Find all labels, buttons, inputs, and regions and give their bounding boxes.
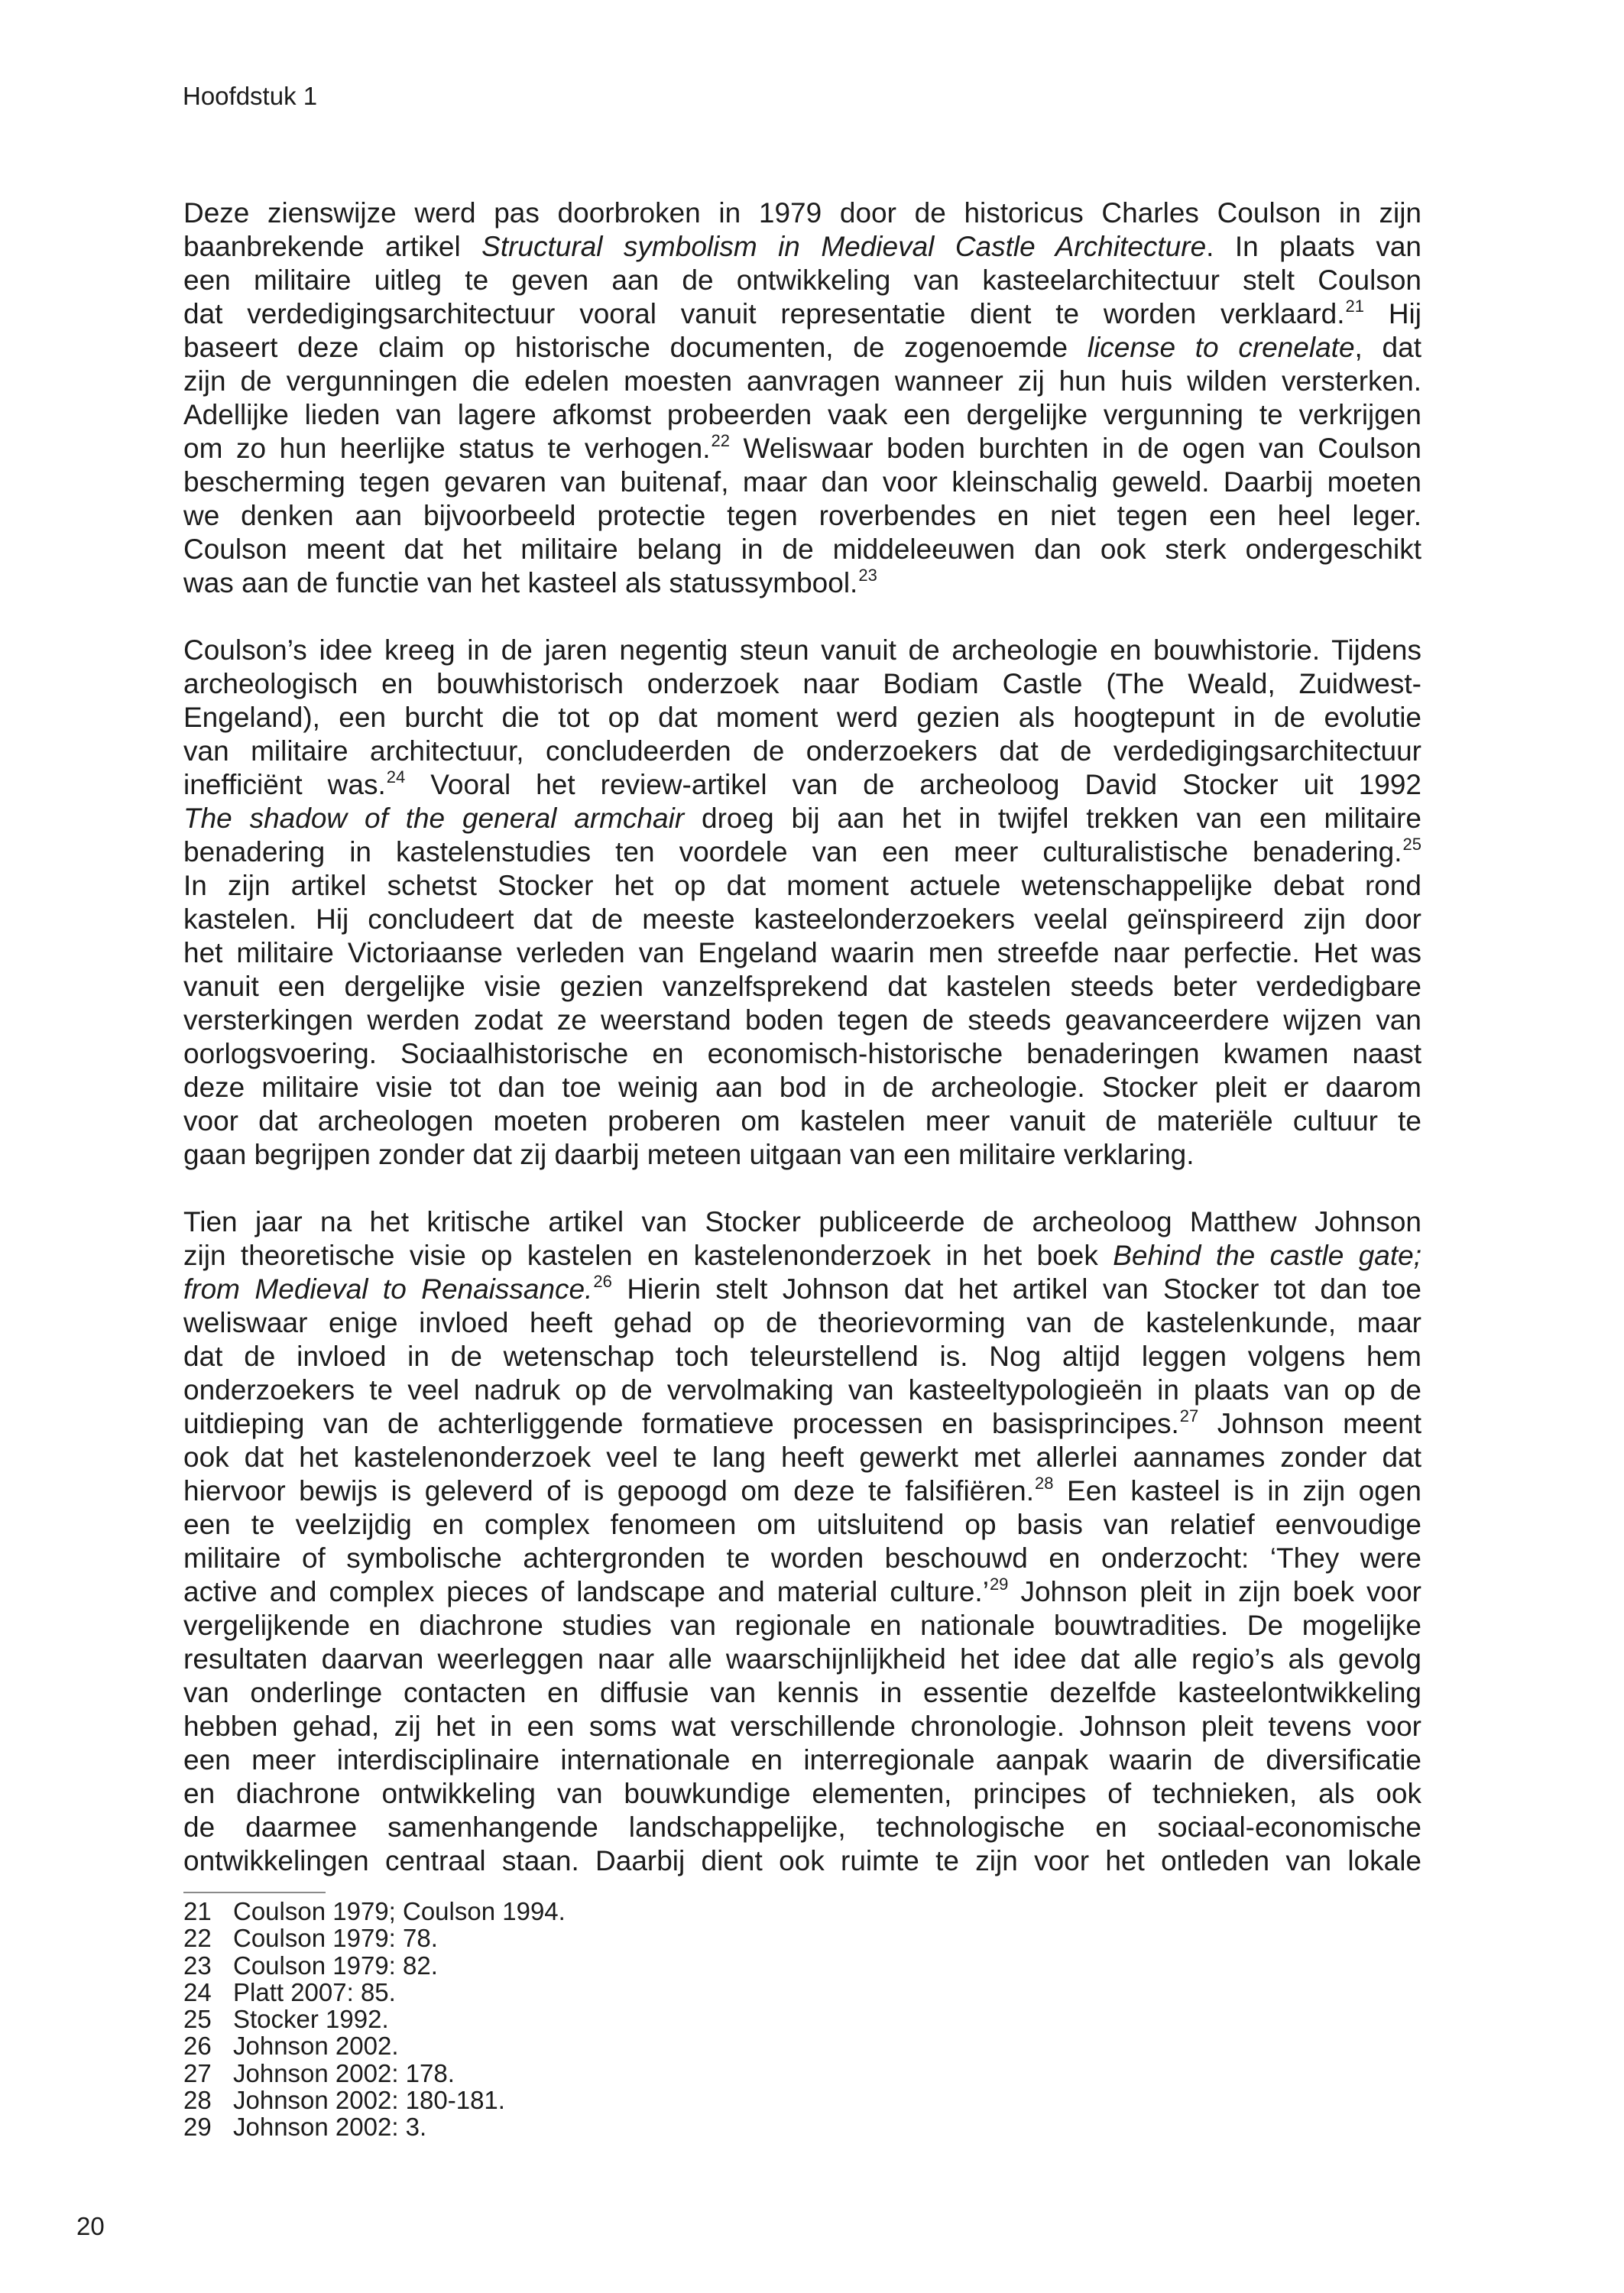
text-line-content [183, 1407, 1421, 1445]
text-line-content [183, 735, 1421, 768]
text-line-content [183, 768, 1421, 806]
paragraph [183, 634, 1421, 1172]
text-segment: resultaten daarvan weerleggen naar alle waarschijnlijkheid het idee dat alle regio’s als gevolg [183, 1643, 1421, 1675]
footnote-number: 25 [183, 2005, 212, 2034]
text-line [183, 802, 1421, 835]
footnote-number: 24 [183, 1977, 212, 2006]
text-line-content [183, 1609, 1421, 1643]
text-line [183, 1273, 1421, 1306]
text-segment: Engeland), een burcht die tot op dat moment werd gezien als hoogtepunt in de evolutie [183, 702, 1421, 733]
text-line [183, 667, 1421, 701]
text-segment: , dat [1354, 332, 1421, 363]
footnotes [183, 1898, 566, 2141]
text-line [183, 1844, 1421, 1878]
text-segment: kastelen. Hij concludeert dat de meeste kasteelonderzoekers veelal geïnspireerd zijn door [183, 903, 1421, 935]
text-line-content [183, 1676, 1421, 1710]
text-line-content [183, 566, 877, 604]
text-line [183, 1542, 1421, 1575]
text-segment: versterkingen werden zodat ze weerstand boden tegen de steeds geavanceerdere wijzen van [183, 1004, 1421, 1036]
footnote [183, 2006, 566, 2032]
text-line [183, 1676, 1421, 1710]
text-line-content [183, 869, 1421, 903]
text-line [183, 634, 1421, 667]
text-line-content [183, 802, 1421, 835]
text-segment: onderzoekers te veel nadruk op de vervolmaking van kasteeltypologieën in plaats van op de [183, 1374, 1421, 1406]
footnote-text: Coulson 1979; Coulson 1994. [233, 1897, 566, 1925]
text-line [183, 1004, 1421, 1037]
footnote-text: Stocker 1992. [233, 2005, 389, 2034]
text-line-content [183, 1710, 1421, 1743]
footnote-number: 28 [183, 2086, 212, 2115]
text-line [183, 1643, 1421, 1676]
footnote-number: 23 [183, 1951, 212, 1980]
text-line [183, 1743, 1421, 1777]
text-line [183, 936, 1421, 970]
text-segment: Deze zienswijze werd pas doorbroken in 1979 door de historicus Charles Coulson in zijn [183, 197, 1421, 229]
footnote-text: Coulson 1979: 78. [233, 1924, 438, 1953]
text-line [183, 1407, 1421, 1441]
text-line-content [183, 297, 1421, 335]
text-line-content [183, 1104, 1421, 1138]
text-line [183, 1239, 1421, 1273]
text-line-content [183, 331, 1421, 365]
text-line-content [183, 701, 1421, 735]
text-line [183, 1441, 1421, 1474]
footnote-number: 26 [183, 2032, 212, 2061]
text-line [183, 331, 1421, 365]
footnote-reference: 27 [1179, 1406, 1199, 1425]
footnote-reference: 28 [1035, 1474, 1054, 1493]
text-line-content [183, 264, 1421, 297]
text-line [183, 869, 1421, 903]
text-segment: Johnson meent [1198, 1408, 1421, 1439]
text-segment: we denken aan bijvoorbeeld protectie tegen roverbendes en niet tegen een heel leger. [183, 500, 1421, 531]
text-line-content [183, 1844, 1421, 1878]
paragraph [183, 1205, 1421, 1878]
footnote-text: Coulson 1979: 82. [233, 1951, 438, 1980]
text-line [183, 465, 1421, 499]
footnote [183, 1952, 566, 1979]
footnote-number: 21 [183, 1897, 212, 1925]
text-segment: gaan begrijpen zonder dat zij daarbij meteen uitgaan van een militaire verklaring. [183, 1139, 1194, 1170]
text-segment: van militaire architectuur, concludeerden de onderzoekers dat de verdedigingsarchitectuur [183, 735, 1421, 767]
footnote-divider [183, 1892, 326, 1893]
footnote-text: Johnson 2002. [233, 2032, 399, 2061]
text-line-content [183, 1441, 1421, 1474]
text-line [183, 835, 1421, 869]
footnote-reference: 24 [386, 767, 406, 786]
text-segment: voor dat archeologen moeten proberen om kastelen meer vanuit de materiële cultuur te [183, 1105, 1421, 1137]
text-segment: active and complex pieces of landscape and material culture.’ [183, 1576, 989, 1607]
text-line-content [183, 1575, 1421, 1613]
text-segment: Weliswaar boden burchten in de ogen van Coulson [730, 433, 1421, 464]
text-segment: Adellijke lieden van lagere afkomst probeerden vaak een dergelijke vergunning te verkrijgen [183, 399, 1421, 430]
text-line [183, 1609, 1421, 1643]
text-line [183, 566, 1421, 600]
text-segment: Hierin stelt Johnson dat het artikel van Stocker tot dan toe [611, 1273, 1421, 1305]
text-line [183, 1340, 1421, 1374]
footnote [183, 1898, 566, 1925]
text-line-content [183, 667, 1421, 701]
text-line-content [183, 230, 1421, 264]
text-line [183, 1811, 1421, 1844]
footnote [183, 1925, 566, 1951]
footnote-reference: 29 [989, 1575, 1009, 1594]
footnote [183, 2032, 566, 2059]
text-segment: van onderlinge contacten en diffusie van kennis in essentie dezelfde kasteelontwikkeling [183, 1677, 1421, 1708]
text-line-content [183, 365, 1421, 398]
text-line [183, 1474, 1421, 1508]
text-line-content [183, 835, 1421, 873]
text-line [183, 196, 1421, 230]
text-line [183, 735, 1421, 768]
text-segment: hebben gehad, zij het in een soms wat verschillende chronologie. Johnson pleit tevens voor [183, 1711, 1421, 1742]
text-line-content [183, 1777, 1421, 1811]
text-line-content [183, 432, 1421, 469]
text-line [183, 230, 1421, 264]
text-line-content [183, 499, 1421, 533]
text-segment: was aan de functie van het kasteel als statussymbool. [183, 567, 858, 598]
text-line [183, 1306, 1421, 1340]
footnote [183, 2113, 566, 2140]
italic-title: Structural symbolism in Medieval Castle Architecture [481, 231, 1207, 262]
text-line [183, 297, 1421, 331]
text-line [183, 432, 1421, 465]
text-line-content [183, 1306, 1421, 1340]
text-segment: . In plaats van [1206, 231, 1421, 262]
text-segment: dat verdedigingsarchitectuur vooral vanuit representatie dient te worden verklaard. [183, 298, 1345, 329]
text-segment: baanbrekende artikel [183, 231, 482, 262]
footnote [183, 2060, 566, 2087]
text-line-content [183, 1037, 1421, 1071]
text-line [183, 1037, 1421, 1071]
text-line-content [183, 1374, 1421, 1407]
footnote-reference: 21 [1345, 297, 1364, 316]
text-segment: ook dat het kastelenonderzoek veel te lang heeft gewerkt met allerlei aannames zonder dat [183, 1442, 1421, 1473]
body-text [183, 196, 1421, 1912]
text-segment: Coulson meent dat het militaire belang in de middeleeuwen dan ook sterk ondergeschikt [183, 534, 1421, 565]
text-line-content [183, 1239, 1421, 1273]
text-segment: Coulson’s idee kreeg in de jaren negentig steun vanuit de archeologie en bouwhistorie. Tijdens [183, 634, 1421, 666]
text-line-content [183, 1273, 1421, 1310]
text-segment: baseert deze claim op historische documenten, de zogenoemde [183, 332, 1088, 363]
text-line-content [183, 634, 1421, 667]
footnote-text: Platt 2007: 85. [233, 1977, 396, 2006]
italic-title: from Medieval to Renaissance. [183, 1273, 593, 1305]
text-line [183, 768, 1421, 802]
text-line [183, 499, 1421, 533]
text-line-content [183, 398, 1421, 432]
text-segment: Hij [1364, 298, 1421, 329]
text-line [183, 365, 1421, 398]
text-line-content [183, 1205, 1421, 1239]
text-segment: bescherming tegen gevaren van buitenaf, maar dan voor kleinschalig geweld. Daarbij moeten [183, 466, 1421, 498]
footnote-reference: 23 [858, 566, 877, 585]
text-segment: een militaire uitleg te geven aan de ontwikkeling van kasteelarchitectuur stelt Coulson [183, 264, 1421, 296]
text-line [183, 1138, 1421, 1172]
text-line-content [183, 1138, 1194, 1172]
text-line-content [183, 533, 1421, 566]
footnote [183, 2087, 566, 2113]
text-line-content [183, 1508, 1421, 1542]
text-line-content [183, 936, 1421, 970]
text-segment: Vooral het review-artikel van de archeoloog David Stocker uit 1992 [405, 769, 1422, 800]
text-line [183, 701, 1421, 735]
text-segment: dat de invloed in de wetenschap toch teleurstellend is. Nog altijd leggen volgens hem [183, 1341, 1421, 1372]
text-segment: inefficiënt was. [183, 769, 386, 800]
text-segment: vanuit een dergelijke visie gezien vanzelfsprekend dat kastelen steeds beter verdedigbare [183, 971, 1421, 1002]
text-segment: ontwikkelingen centraal staan. Daarbij dient ook ruimte te zijn voor het ontleden van lokale [183, 1845, 1421, 1876]
text-segment: benadering in kastelenstudies ten voordele van een meer culturalistische benadering. [183, 836, 1402, 868]
text-segment: In zijn artikel schetst Stocker het op dat moment actuele wetenschappelijke debat rond [183, 870, 1421, 901]
text-segment: archeologisch en bouwhistorisch onderzoek naar Bodiam Castle (The Weald, Zuidwest- [183, 668, 1421, 699]
text-segment: een te veelzijdig en complex fenomeen om uitsluitend op basis van relatief eenvoudige [183, 1509, 1421, 1540]
text-line [183, 1104, 1421, 1138]
text-line-content [183, 196, 1421, 230]
text-line [183, 264, 1421, 297]
text-segment: deze militaire visie tot dan toe weinig aan bod in de archeologie. Stocker pleit er daarom [183, 1072, 1421, 1103]
page-number: 20 [76, 2212, 105, 2240]
footnote-reference: 22 [711, 431, 730, 450]
text-line [183, 1508, 1421, 1542]
footnote-number: 27 [183, 2058, 212, 2087]
footnote-text: Johnson 2002: 3. [233, 2113, 427, 2142]
text-line [183, 1710, 1421, 1743]
text-segment: en diachrone ontwikkeling van bouwkundige elementen, principes of technieken, als ook [183, 1778, 1421, 1809]
text-line-content [183, 1643, 1421, 1676]
text-line-content [183, 1542, 1421, 1575]
italic-title: The shadow of the general armchair [183, 803, 685, 834]
text-line [183, 970, 1421, 1004]
text-segment: oorlogsvoering. Sociaalhistorische en economisch-historische benaderingen kwamen naast [183, 1038, 1421, 1069]
footnote-reference: 26 [593, 1272, 612, 1291]
paragraph [183, 196, 1421, 600]
text-segment: het militaire Victoriaanse verleden van Engeland waarin men streefde naar perfectie. Het was [183, 937, 1421, 968]
text-line-content [183, 1340, 1421, 1374]
footnote-text: Johnson 2002: 178. [233, 2058, 455, 2087]
text-line [183, 533, 1421, 566]
footnote-reference: 25 [1402, 835, 1421, 854]
text-line-content [183, 465, 1421, 499]
text-segment: om zo hun heerlijke status te verhogen. [183, 433, 711, 464]
text-line [183, 903, 1421, 936]
text-segment: een meer interdisciplinaire internationale en interregionale aanpak waarin de diversificatie [183, 1744, 1421, 1776]
text-line [183, 1374, 1421, 1407]
text-segment: Johnson pleit in zijn boek voor [1008, 1576, 1422, 1607]
text-segment: vergelijkende en diachrone studies van regionale en nationale bouwtradities. De mogelijke [183, 1610, 1421, 1641]
text-segment: uitdieping van de achterliggende formatieve processen en basisprincipes. [183, 1408, 1179, 1439]
text-line-content [183, 970, 1421, 1004]
text-segment: de daarmee samenhangende landschappelijke, technologische en sociaal-economische [183, 1811, 1421, 1843]
running-header: Hoofdstuk 1 [183, 82, 318, 110]
text-segment: droeg bij aan het in twijfel trekken van een militaire [684, 803, 1421, 834]
italic-title: license to crenelate [1087, 332, 1355, 363]
text-line [183, 1575, 1421, 1609]
text-segment: weliswaar enige invloed heeft gehad op de theorievorming van de kastelenkunde, maar [183, 1307, 1421, 1338]
text-segment: Een kasteel is in zijn ogen [1053, 1475, 1421, 1507]
text-segment: militaire of symbolische achtergronden te worden beschouwd en onderzocht: ‘They were [183, 1542, 1421, 1574]
text-line [183, 1777, 1421, 1811]
text-segment: zijn de vergunningen die edelen moesten aanvragen wanneer zij hun huis wilden versterken. [183, 365, 1421, 397]
text-line [183, 1071, 1421, 1104]
text-line-content [183, 1071, 1421, 1104]
footnote-number: 22 [183, 1924, 212, 1953]
footnote-number: 29 [183, 2113, 212, 2142]
text-segment: hiervoor bewijs is geleverd of is gepoogd om deze te falsifiëren. [183, 1475, 1035, 1507]
text-line-content [183, 1743, 1421, 1777]
text-line [183, 398, 1421, 432]
text-line [183, 1205, 1421, 1239]
footnote [183, 1979, 566, 2006]
text-line-content [183, 1474, 1421, 1512]
text-line-content [183, 1811, 1421, 1844]
italic-title: Behind the castle gate; [1113, 1240, 1421, 1271]
text-line-content [183, 1004, 1421, 1037]
text-segment: zijn theoretische visie op kastelen en kastelenonderzoek in het boek [183, 1240, 1113, 1271]
text-line-content [183, 903, 1421, 936]
footnote-text: Johnson 2002: 180-181. [233, 2086, 505, 2115]
text-segment: Tien jaar na het kritische artikel van Stocker publiceerde de archeoloog Matthew Johnson [183, 1206, 1421, 1237]
